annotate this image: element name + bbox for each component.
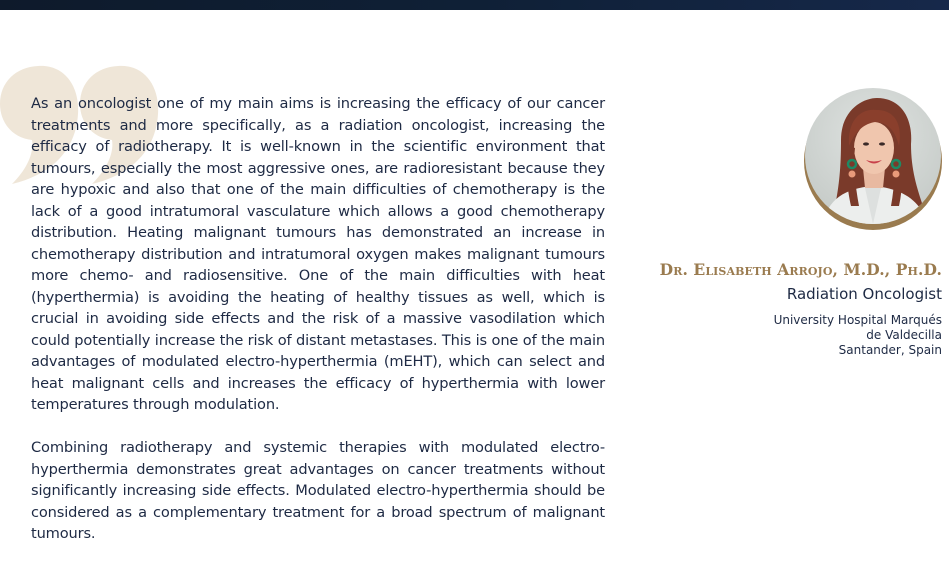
avatar	[805, 88, 941, 224]
avatar-frame	[804, 88, 942, 232]
author-affiliation	[774, 313, 942, 358]
affiliation-line-1: University Hospital Marqués	[773, 313, 942, 327]
header-bar	[0, 0, 949, 10]
testimonial-quote	[31, 93, 605, 566]
author-profile	[642, 88, 942, 368]
testimonial-paragraph-1: As an oncologist one of my main aims is increasing the efficacy of our cancer treatments and more specifically, as a radiation oncologist, increasing the efficacy of radiotherapy. It is well-known in the scientific environment that tumours, especially the most aggressive ones, are radioresistant because they are hypoxic and also that one of the main difficulties of chemotherapy is the lack of a good intratumoral vasculature which allows a good chemotherapy distribution. Heating malignant tumours has demonstrated an increase in chemotherapy distribution and intratumoral oxygen makes malignant tumours more chemo- and radiosensitive. One of the main difficulties with heat (hyperthermia) is avoiding the heating of healthy tissues as well, which is crucial in avoiding side effects and the risk of a massive vasodilation which could potentially increase the risk of distant metastases. This is one of the main advantages of modulated electro-hyperthermia (mEHT), which can select and heat malignant cells and increases the efficacy of hyperthermia with lower temperatures through modulation.	[31, 95, 605, 413]
affiliation-line-2: de Valdecilla	[866, 328, 942, 342]
affiliation-line-3: Santander, Spain	[838, 343, 942, 357]
portrait-photo-icon	[805, 88, 941, 224]
testimonial-paragraph-2: Combining radiotherapy and systemic therapies with modulated electro-hyperthermia demonstrates great advantages on cancer treatments without significantly increasing side effects. Modulated electro-hyperthermia should be considered as a complementary treatment for a broad spectrum of malignant tumours.	[31, 439, 605, 542]
author-title: Radiation Oncologist	[786, 285, 942, 303]
author-name: Dr. Elisabeth Arrojo, M.D., Ph.D.	[659, 260, 942, 279]
